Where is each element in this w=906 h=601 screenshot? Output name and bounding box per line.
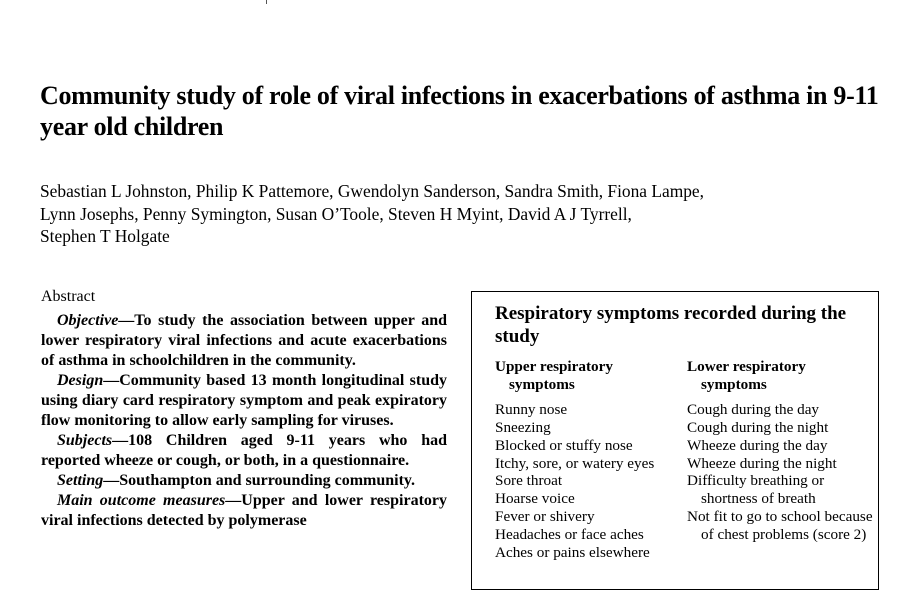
symptom-item: Itchy, sore, or watery eyes: [495, 454, 655, 472]
section-label: Subjects: [57, 432, 113, 449]
section-label: Design: [57, 372, 104, 389]
paper-title: Community study of role of viral infections in exacerbations of asthma in 9-11 year old children: [40, 81, 879, 141]
symptoms-box: [471, 291, 879, 590]
lower-symptoms-column: [687, 358, 877, 544]
symptom-item: Sore throat: [495, 472, 563, 490]
symptom-item: Cough during the day: [687, 400, 820, 418]
section-text: Community based 13 month longitudinal study using diary card respiratory symptom and peak expiratory flow monitoring to allow early sampling for viruses.: [41, 372, 447, 429]
abstract-objective: Objective—To study the association between upper and lower respiratory viral infections and acute exacerbations of asthma in schoolchildren in the community.: [41, 312, 447, 369]
section-label: Main outcome measures: [57, 492, 226, 509]
upper-symptoms-column: [495, 358, 675, 562]
upper-symptoms-heading: Upper respiratory symptoms: [495, 358, 613, 393]
section-text: To study the association between upper and lower respiratory viral infections and acute exacerbations of asthma in schoolchildren in the community.: [41, 312, 447, 369]
symptom-item: Fever or shivery: [495, 508, 595, 526]
section-text: Southampton and surrounding community.: [119, 472, 416, 489]
section-label: Setting: [57, 472, 104, 489]
symptom-item: Wheeze during the night: [687, 454, 837, 472]
symptom-item: Wheeze during the day: [687, 436, 828, 454]
author-line: Sebastian L Johnston, Philip K Pattemore, Gwendolyn Sanderson, Sandra Smith, Fiona Lampe,: [40, 181, 704, 201]
symptom-item: Aches or pains elsewhere: [495, 544, 650, 562]
abstract-subjects: Subjects—108 Children aged 9-11 years who had reported wheeze or cough, or both, in a questionnaire.: [41, 432, 447, 469]
abstract: [41, 287, 447, 531]
abstract-design: Design—Community based 13 month longitudinal study using diary card respiratory symptom and peak expiratory flow monitoring to allow early sampling for viruses.: [41, 372, 447, 429]
section-label: Objective: [57, 312, 119, 329]
symptom-item: Headaches or face aches: [495, 526, 644, 544]
lower-symptoms-heading: Lower respiratory symptoms: [687, 358, 806, 393]
author-list: [40, 180, 880, 248]
author-line: Lynn Josephs, Penny Symington, Susan O’Toole, Steven H Myint, David A J Tyrrell,: [40, 203, 632, 224]
symptom-item: Runny nose: [495, 400, 568, 418]
abstract-main-outcome: Main outcome measures—Upper and lower respiratory viral infections detected by polymerase: [41, 492, 447, 529]
section-text: 108 Children aged 9-11 years who had reported wheeze or cough, or both, in a questionnaire.: [41, 432, 447, 469]
page-edge-mark: [266, 0, 267, 4]
symptom-item: Cough during the night: [687, 418, 829, 436]
author-line: Stephen T Holgate: [40, 226, 170, 246]
section-text: Upper and lower respiratory viral infections detected by polymerase: [41, 492, 447, 529]
abstract-heading: Abstract: [41, 288, 96, 305]
box-title: Respiratory symptoms recorded during the study: [495, 303, 847, 347]
symptom-item: Hoarse voice: [495, 490, 575, 508]
symptom-item: Blocked or stuffy nose: [495, 436, 633, 454]
symptom-item: Not fit to go to school because of chest problems (score 2): [687, 508, 873, 544]
symptom-item: Difficulty breathing or shortness of breath: [687, 472, 825, 508]
symptom-item: Sneezing: [495, 418, 551, 436]
abstract-setting: Setting—Southampton and surrounding community.: [57, 472, 416, 489]
